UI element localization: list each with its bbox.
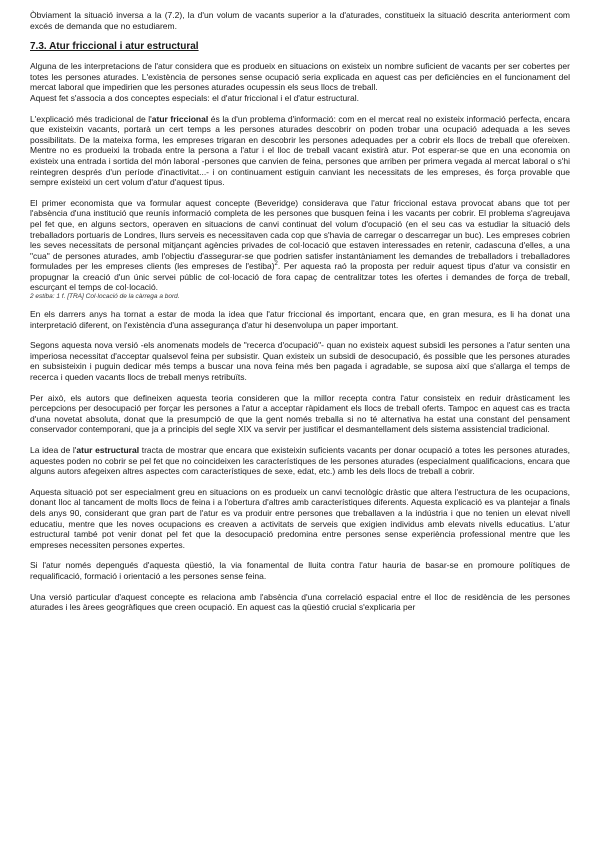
footnote: 2 estiba: 1 f. [TRA] Col·locació de la càrrega a bord. (30, 293, 180, 301)
intro-paragraph: Òbviament la situació inversa a la (7.2), la d'un volum de vacants superior a la d'aturades, constitueix la situació descrita anteriorment com excés de demanda que no estudiarem. (30, 10, 570, 31)
document-page (30, 10, 570, 613)
paragraph-1b: Aquest fet s'associa a dos conceptes especials: el d'atur friccional i el d'atur estructural. (30, 92, 359, 103)
term-atur-friccional: atur friccional (151, 113, 209, 124)
paragraph-10: Una versió particular d'aquest concepte es relaciona amb l'absència d'una correlació espacial entre el lloc de residència de les persones aturades i les àrees geogràfiques que creen ocupació. En aquest cas la qüestió crucial s'explicaria per (30, 591, 570, 613)
paragraph-7: La idea de l'atur estructural tracta de mostrar que encara que existeixin suficients vacants per donar ocupació a totes les persones aturades, aquestes poden no cobrir se pel fet que no coincideixen les característiques de les persones aturades (especialment qualificacions, encara que alguns autors afegeixen altres aspectes com característiques de sexe, edat, etc.) amb les dels llocs de treball a cobrir. (30, 445, 571, 477)
section-heading: 7.3. Atur friccional i atur estructural (30, 41, 199, 53)
paragraph-5: Segons aquesta nova versió -els anomenats models de "recerca d'ocupació"- quan no existeix aquest subsidi les persones a l'atur senten una imperiosa necessitat d'acceptar qualsevol feina per subsistir. Quan existeix un subsidi de desocupació, és possible que les persones aturades en subsisteixin i puguin dedicar més temps a buscar una nova feina més ben pagada i agradable, se suposa així que s'allarga el temps de recerca i queden vacants llocs de treball menys retribuïts. (30, 340, 570, 383)
paragraph-6: Per això, els autors que defineixen aquesta teoria consideren que la millor recepta contra l'atur consisteix en reduir dràsticament les percepcions per desocupació per forçar les persones a l'atur a acceptar ràpidament els llocs de treball oferts. Tampoc en aquest cas es tracta d'una novetat absoluta, donat que la presumpció de que la gent només treballa si no té alternativa ha estat una constant del pensament conservador contemporani, que ja a principis del segle XIX va servir per justificar el desmantellament dels sistema assistencial tradicional. (30, 392, 570, 435)
paragraph-2: L'explicació més tradicional de l'atur friccional és la d'un problema d'informació: com en el mercat real no existeix informació perfecta, encara que existeixin vacants, portarà un cert temps a les persones aturades descobrir on poden trobar una ocupació adequada a les seves possibilitats. De la mateixa forma, les empreses trigaran en descobrir les persones adequades per a cobrir els llocs de treball que ofereixen. Mentre no es produeixi la trobada entre la persona a l'atur i el lloc de treball vacant existirà atur. Pot esperar-se que en una economia on existeix una entrada i sortida del món laboral -persones que canvien de feina, persones que arriben per primera vegada al mercat laboral o s'hi reintegren després d'un període d'inactivitat...- i on continuament estiguin canviant les necessitats de les empreses, és força provable que sempre existeixi un cert volum d'atur d'aquest tipus. (30, 113, 571, 188)
paragraph-3: El primer economista que va formular aquest concepte (Beveridge) considerava que l'atur friccional estava provocat abans que tot per l'absència d'una institució que reunís informació completa de les persones que busquen feina i les vacants per cobrir. El problema s'agreujava pel fet que, en alguns sectors, operaven en situacions de canvi continuat del volum d'ocupació (en el seu cas va estudiar la situació dels treballadors portuaris de Londres, llurs serveis es necessitaven cada cop que s'havia de carregar o descarregar un buc). Les empreses cobrien les seves necessitats de personal mitjançant agències privades de col·locació que estaven interessades en retenir, cadascuna d'elles, a una "cua" de persones aturades, amb l'objectiu d'assegurar-se que podrien satisfer instantàniament les demandes de treballadors i treballadores formulades per les empreses clients (les empreses de l'estiba)$^2$. Per aquesta raó la proposta per reduir aquest tipus d'atur va consistir en propugnar la creació d'un únic servei públic de col·locació de fora capaç de centralitzar totes les ofertes i demandes de força de treball, escurçant el temps de col·locació. (30, 197, 570, 293)
paragraph-8: Aquesta situació pot ser especialment greu en situacions on es produeix un canvi tecnològic dràstic que altera l'estructura de les ocupacions, donant lloc al tancament de molts llocs de feina i a l'obertura d'altres amb característiques diferents. Aquesta explicació es va plantejar a finals dels anys 90, considerant que gran part de l'atur es va produir entre persones que treballaven a la indústria i que no tenien un elevat nivell educatiu, mentre que les noves ocupacions es creaven a activitats de serveis que exigien individus amb elevats nivells educatius. L'atur estructural també pot venir donat pel fet que la desocupació predomina entre persones sense experiència professional mentre que les empreses necessiten persones expertes. (30, 486, 570, 550)
footnote-ref: 2 (274, 261, 278, 268)
paragraph-1: Alguna de les interpretacions de l'atur considera que es produeix en situacions on existeix un nombre suficient de vacants per ser cobertes per totes les persones aturades. L'existència de persones sense ocupació seria explicada en aquest cas per deficiències en el funcionament del mercat laboral que impedirien que les persones aturades ocupessin els seus llocs de treball. (30, 61, 570, 93)
term-atur-estructural: atur estructural (76, 445, 140, 455)
paragraph-9: Si l'atur només depengués d'aquesta qüestió, la via fonamental de lluita contra l'atur hauria de basar-se en promoure polítiques de requalificació, formació i orientació a les persones sense feina. (30, 560, 570, 581)
paragraph-4: En els darrers anys ha tornat a estar de moda la idea que l'atur friccional és important, encara que, en gran mesura, es li ha donat una interpretació diferent, on l'existència d'una assegurança d'atur hi desenvolupa un paper important. (30, 309, 570, 330)
